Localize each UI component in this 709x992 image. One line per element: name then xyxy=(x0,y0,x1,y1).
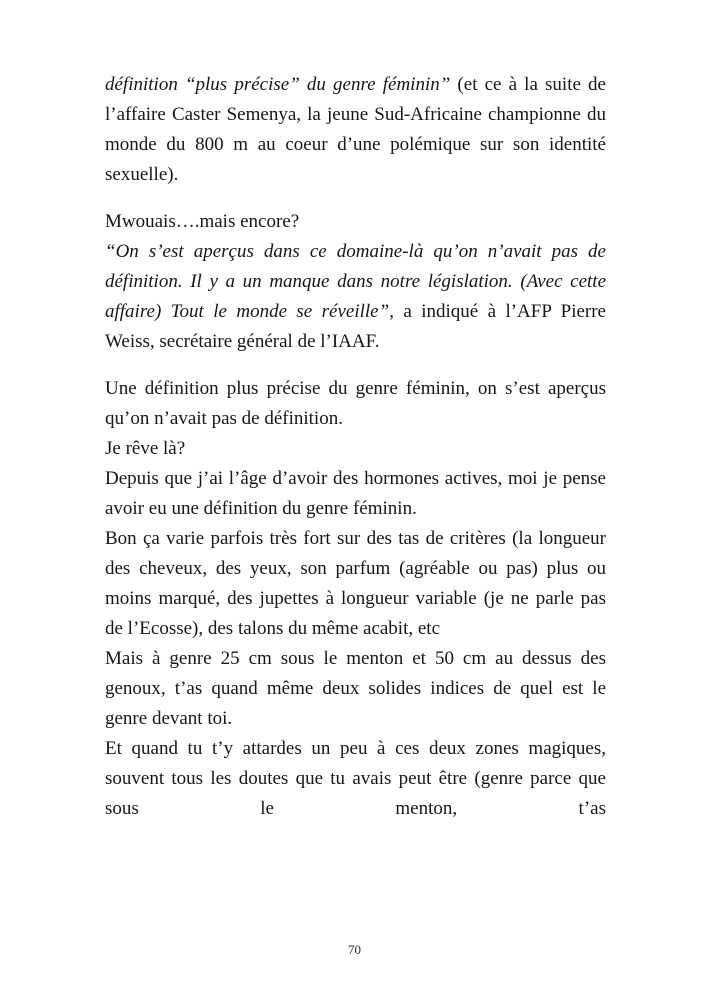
paragraph-text: Depuis que j’ai l’âge d’avoir des hormones actives, moi je pense avoir eu une définition du genre féminin. xyxy=(105,468,606,519)
paragraph-quote xyxy=(105,237,606,357)
paragraph-text: Mwouais….mais encore? xyxy=(105,211,300,232)
paragraph xyxy=(105,464,606,524)
paragraph xyxy=(105,734,606,824)
paragraph-text: Mais à genre 25 cm sous le menton et 50 cm au dessus des genoux, t’as quand même deux solides indices de quel est le genre devant toi. xyxy=(105,648,606,729)
paragraph-text: Une définition plus précise du genre féminin, on s’est aperçus qu’on n’avait pas de définition. xyxy=(105,378,606,429)
page-number: 70 xyxy=(348,942,361,957)
attribution-text: , a indiqué à l’AFP Pierre Weiss, secrétaire général de l’IAAF. xyxy=(105,301,606,352)
quoted-text-italic: définition “plus précise” du genre féminin” xyxy=(105,74,451,95)
paragraph xyxy=(105,374,606,434)
text-body xyxy=(105,70,606,824)
paragraph xyxy=(105,434,606,464)
paragraph-text: Je rêve là? xyxy=(105,438,186,459)
paragraph-text: Bon ça varie parfois très fort sur des tas de critères (la longueur des cheveux, des yeux, son parfum (agréable ou pas) plus ou moins marqué, des jupettes à longueur variable (je ne parle pas de l’Ecosse), des talons du même acabit, etc xyxy=(105,528,606,639)
paragraph xyxy=(105,644,606,734)
paragraph-intro-line xyxy=(105,207,606,237)
paragraph xyxy=(105,524,606,644)
quoted-text-italic: “On s’est aperçus dans ce domaine-là qu’on n’avait pas de définition. Il y a un manque dans notre législation. (Avec cette affaire) Tout le monde se réveille” xyxy=(105,241,606,322)
paragraph-quote-continuation xyxy=(105,70,606,190)
paragraph-text: Et quand tu t’y attardes un peu à ces deux zones magiques, souvent tous les doutes que tu avais peut être (genre parce que sous le menton, t’as xyxy=(105,738,606,819)
paragraph-text: (et ce à la suite de l’affaire Caster Semenya, la jeune Sud-Africaine championne du monde du 800 m au coeur d’une polémique sur son identité sexuelle). xyxy=(105,74,606,185)
